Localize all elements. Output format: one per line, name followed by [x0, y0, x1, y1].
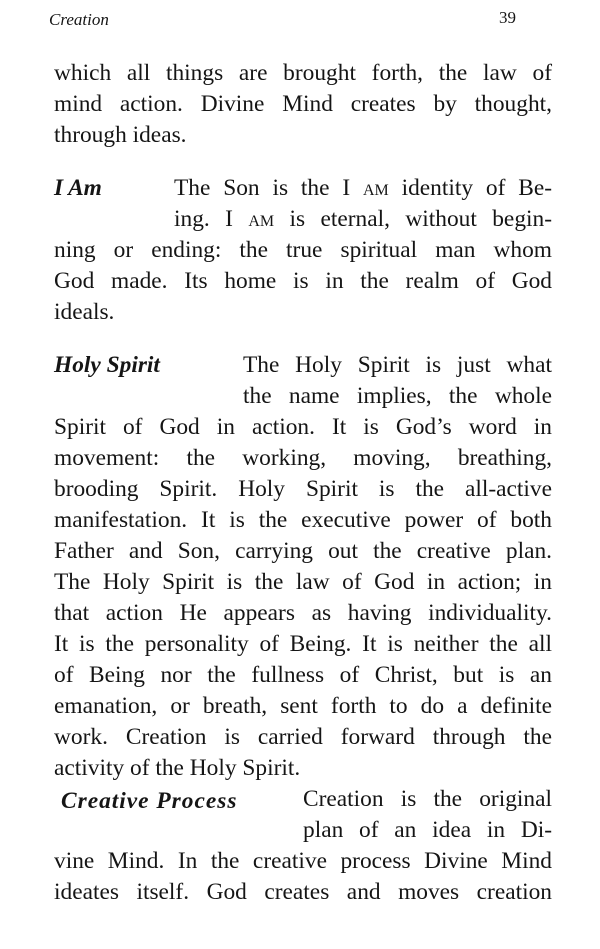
holy-spirit-line: emanation, or breath, sent forth to do a definite: [54, 693, 552, 719]
intro-line: which all things are brought forth, the law of: [54, 60, 552, 86]
running-header-title: Creation: [49, 10, 109, 29]
i-am-line: ideals.: [54, 299, 115, 325]
creative-process-line: ideates itself. God creates and moves creation: [54, 879, 552, 905]
holy-spirit-line: work. Creation is carried forward through the: [54, 724, 552, 750]
holy-spirit-line: that action He appears as having individuality.: [54, 600, 552, 626]
i-am-second-line: ing. I am is eternal, without begin-: [174, 206, 552, 232]
holy-spirit-line: Father and Son, carrying out the creative plan.: [54, 538, 552, 564]
i-am-first-line: The Son is the I am identity of Be-: [174, 175, 552, 201]
holy-spirit-line: Spirit of God in action. It is God’s word in: [54, 414, 552, 440]
i-am-line: ning or ending: the true spiritual man whom: [54, 237, 552, 263]
holy-spirit-second-line: the name implies, the whole: [243, 383, 552, 409]
term-i-am: I Am: [54, 175, 102, 201]
intro-line: through ideas.: [54, 122, 187, 148]
creative-process-second-line: plan of an idea in Di-: [303, 817, 552, 843]
term-holy-spirit: Holy Spirit: [54, 352, 160, 378]
holy-spirit-line: The Holy Spirit is the law of God in action; in: [54, 569, 552, 595]
page-number: 39: [499, 8, 516, 27]
holy-spirit-line: of Being nor the fullness of Christ, but is an: [54, 662, 552, 688]
holy-spirit-line: movement: the working, moving, breathing,: [54, 445, 552, 471]
creative-process-line: vine Mind. In the creative process Divine Mind: [54, 848, 552, 874]
holy-spirit-line: brooding Spirit. Holy Spirit is the all-active: [54, 476, 552, 502]
creative-process-first-line: Creation is the original: [303, 786, 552, 812]
intro-line: mind action. Divine Mind creates by thought,: [54, 91, 552, 117]
holy-spirit-line: It is the personality of Being. It is neither the all: [54, 631, 552, 657]
holy-spirit-line: manifestation. It is the executive power of both: [54, 507, 552, 533]
term-creative-process: Creative Process: [61, 788, 238, 814]
holy-spirit-line: activity of the Holy Spirit.: [54, 755, 301, 781]
i-am-line: God made. Its home is in the realm of God: [54, 268, 552, 294]
holy-spirit-first-line: The Holy Spirit is just what: [243, 352, 552, 378]
